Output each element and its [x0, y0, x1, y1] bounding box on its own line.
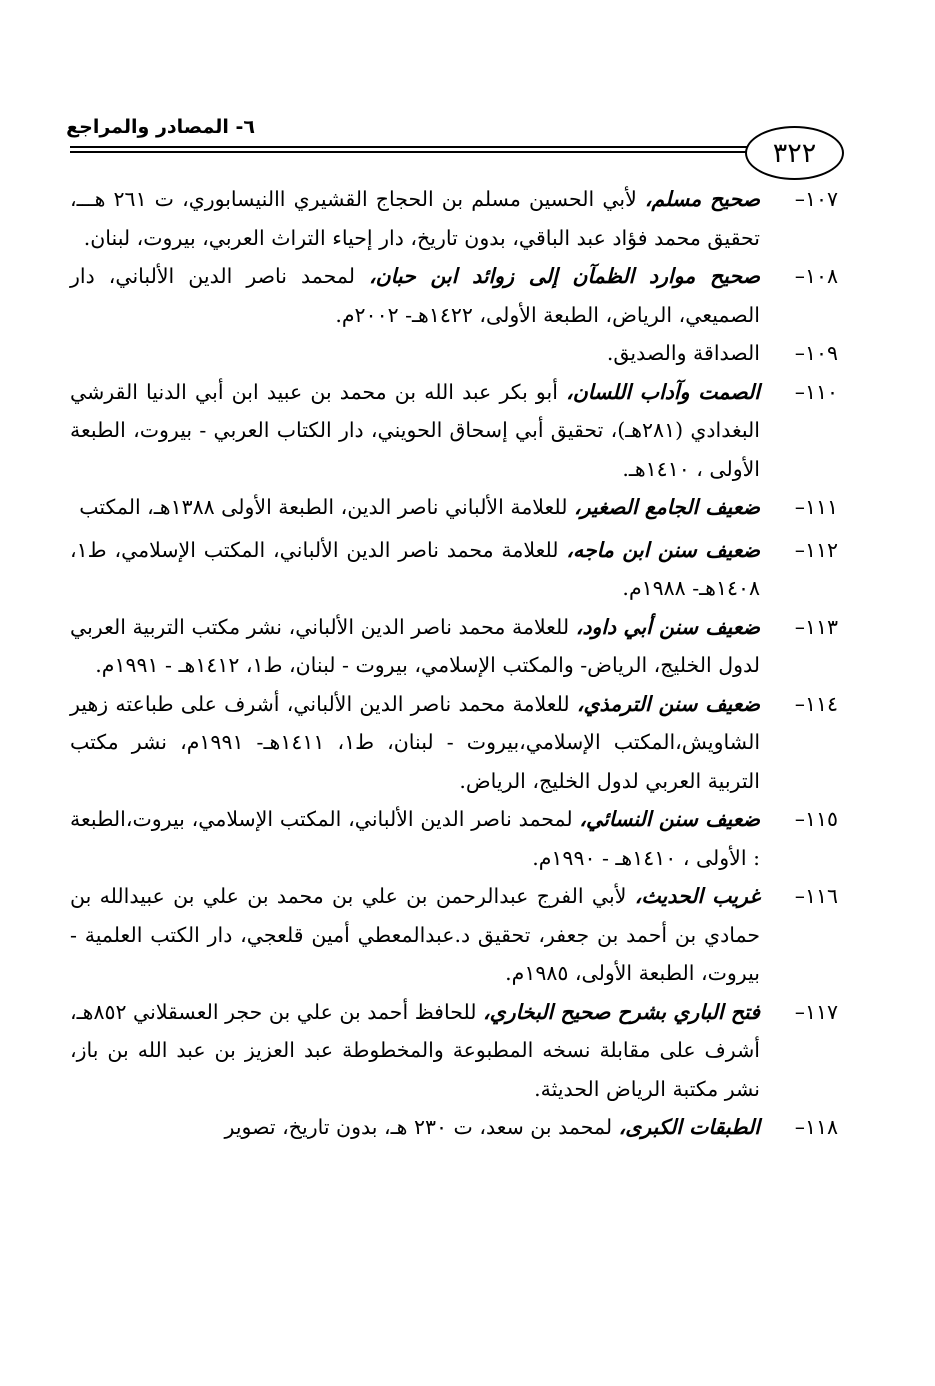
entry-number: ١١٧– — [794, 999, 838, 1024]
entry-number: ١١٣– — [794, 614, 838, 639]
entry-number: ١٠٧– — [794, 187, 838, 211]
section-title: ٦- المصادر والمراجع — [66, 116, 255, 138]
entry-title: صحيح مسلم، — [644, 187, 761, 211]
entry-number: ١٠٨– — [794, 264, 838, 288]
reference-entry — [70, 334, 838, 373]
reference-entry — [70, 488, 838, 527]
entry-title: ضعيف الجامع الصغير، — [573, 495, 760, 519]
reference-entry — [70, 180, 838, 257]
page-number: ٣٢٢ — [772, 137, 817, 169]
entry-title: غريب الحديث، — [634, 884, 760, 908]
page-number-oval — [745, 126, 844, 180]
reference-list — [70, 180, 838, 1147]
reference-entry — [70, 800, 838, 877]
entry-title: صحيح موارد الظمآن إلى زوائد ابن حبان، — [369, 264, 761, 288]
entry-text: للعلامة الألباني ناصر الدين، الطبعة الأولى ١٣٨٨هـ، المكتب — [79, 495, 574, 519]
entry-text: أبو بكر عبد الله بن محمد بن عبيد ابن أبي الدنيا القرشي البغدادي (٢٨١هـ)، تحقيق أبي إسحاق الحويني، دار الكتاب العربي - بيروت، الطبعة الأولى ، ١٤١٠هـ. — [70, 379, 760, 481]
reference-entry — [70, 877, 838, 993]
entry-number: ١٠٩– — [794, 341, 838, 365]
entry-number: ١١٨– — [794, 1115, 838, 1139]
entry-text: لمحمد بن سعد، ت ٢٣٠ هـ، بدون تاريخ، تصوير — [224, 1115, 619, 1139]
entry-text: لأبي الحسين مسلم بن الحجاج القشيري االنيسابوري، ت ٢٦١ هـــ، تحقيق محمد فؤاد عبد الباقي، بدون تاريخ، دار إحياء التراث العربي، بيروت، لبنان. — [70, 187, 760, 250]
entry-title: ضعيف سنن النسائي، — [579, 807, 760, 831]
reference-entry — [70, 531, 838, 608]
entry-text: للعلامة محمد ناصر الدين الألباني، أشرف على طباعته زهير الشاويش،المكتب الإسلامي،بيروت - لبنان، ط١، ١٤١١هـ- ١٩٩١م، نشر مكتب التربية العربي لدول الخليج، الرياض. — [70, 691, 761, 793]
reference-entry — [70, 1108, 838, 1147]
reference-entry — [70, 685, 838, 801]
reference-entry — [70, 993, 838, 1109]
entry-title: ضعيف سنن أبي داود، — [575, 614, 760, 639]
entry-title: ضعيف سنن الترمذي، — [576, 691, 760, 716]
entry-title: ضعيف سنن ابن ماجه، — [566, 537, 760, 562]
entry-text: للعلامة محمد ناصر الدين الألباني، المكتب الإسلامي، ط١، ١٤٠٨هـ- ١٩٨٨م. — [70, 537, 760, 600]
reference-entry — [70, 257, 838, 334]
entry-text: لمحمد ناصر الدين الألباني، دار الصميعي، الرياض، الطبعة الأولى، ١٤٢٢هـ- ٢٠٠٢م. — [70, 264, 760, 327]
entry-title: فتح الباري بشرح صحيح البخاري، — [483, 999, 760, 1024]
entry-text: لمحمد ناصر الدين الألباني، المكتب الإسلامي، بيروت،الطبعة : الأولى ، ١٤١٠هـ - ١٩٩٠م. — [70, 807, 760, 870]
entry-text: للعلامة محمد ناصر الدين الألباني، نشر مكتب التربية العربي لدول الخليج، الرياض- والمكتب الإسلامي، بيروت - لبنان، ط١، ١٤١٢هـ - ١٩٩١م. — [70, 614, 760, 677]
entry-text: لأبي الفرج عبدالرحمن بن علي بن محمد بن علي بن عبيدالله بن حمادي بن أحمد بن جعفر، تحقيق د.عبدالمعطي أمين قلعجي، دار الكتب العلمية - بيروت، الطبعة الأولى، ١٩٨٥م. — [70, 884, 760, 985]
entry-text: الصداقة والصديق. — [606, 341, 760, 365]
reference-entry — [70, 608, 838, 685]
entry-number: ١١١– — [794, 495, 838, 519]
entry-number: ١١٠– — [794, 379, 838, 404]
header-rule — [70, 151, 755, 153]
reference-entry — [70, 373, 838, 489]
header-rule — [70, 146, 755, 148]
entry-title: الطبقات الكبرى، — [618, 1115, 760, 1139]
entry-number: ١١٤– — [794, 691, 838, 716]
entry-text: للحافظ أحمد بن علي بن حجر العسقلاني ٨٥٢هـ، أشرف على مقابلة نسخه المطبوعة والمخطوطة عبد العزيز بن عبد الله بن باز، نشر مكتبة الرياض الحديثة. — [70, 999, 760, 1101]
entry-number: ١١٢– — [794, 537, 838, 562]
entry-title: الصمت وآداب اللسان، — [566, 379, 760, 404]
entry-number: ١١٦– — [794, 884, 838, 908]
entry-number: ١١٥– — [794, 807, 838, 831]
